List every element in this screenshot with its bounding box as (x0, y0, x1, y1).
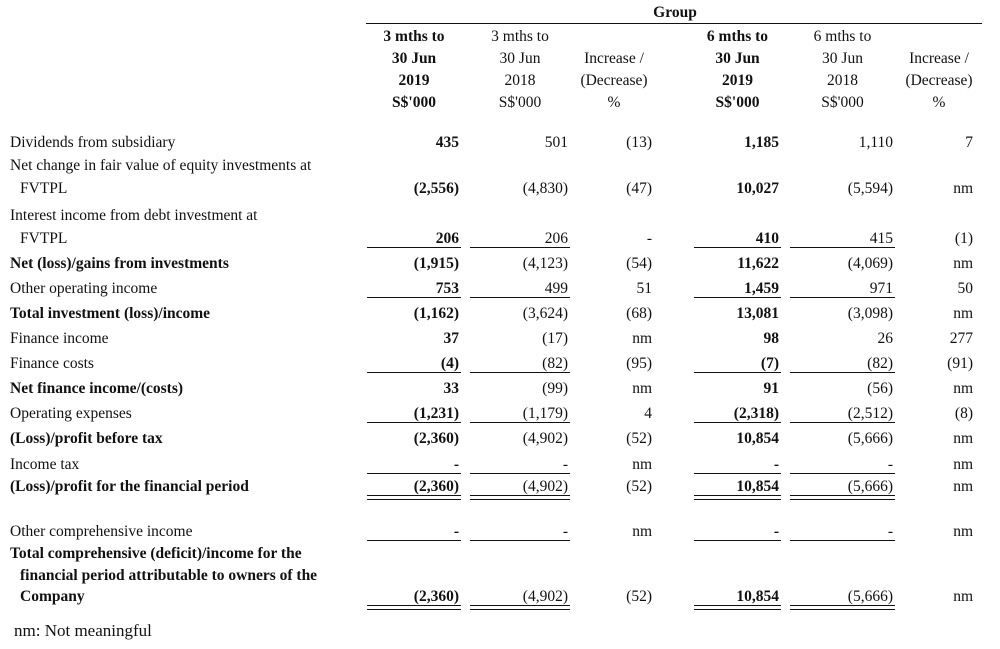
row-value: (2,360) (413, 588, 459, 605)
row-value: 10,854 (736, 588, 779, 605)
row-value: (68) (626, 305, 652, 322)
row-value: (2,360) (413, 478, 459, 495)
row-underline (470, 422, 570, 423)
row-value: (91) (947, 355, 973, 372)
column-header-line: 2018 (827, 72, 858, 89)
column-header-line: 30 Jun (822, 50, 863, 67)
row-value: (56) (867, 380, 893, 397)
row-value: nm (953, 255, 973, 272)
row-underline (470, 372, 570, 373)
row-value: nm (953, 456, 973, 473)
row-value: (4,902) (522, 478, 568, 495)
row-value: (82) (542, 355, 568, 372)
row-underline (790, 297, 895, 298)
row-value: (95) (626, 355, 652, 372)
row-value: (82) (867, 355, 893, 372)
row-value: 415 (869, 230, 893, 247)
row-underline-double (790, 609, 895, 610)
row-value: (1) (954, 230, 973, 247)
column-header-line: 6 mths to (813, 28, 872, 45)
row-value: 971 (869, 280, 893, 297)
row-value: 10,854 (736, 478, 779, 495)
row-value: 50 (957, 280, 973, 297)
row-underline (790, 372, 895, 373)
row-value: - (646, 230, 652, 247)
row-value: - (562, 456, 568, 473)
row-value: (4) (440, 355, 459, 372)
column-header-line: S$'000 (821, 94, 864, 111)
row-underline (367, 495, 461, 496)
row-underline (367, 473, 461, 474)
column-header-line: S$'000 (498, 94, 542, 111)
row-label: FVTPL (20, 230, 68, 247)
row-underline (470, 495, 570, 496)
footnote: nm: Not meaningful (14, 621, 152, 640)
row-value: 11,622 (737, 255, 779, 272)
row-value: (52) (626, 430, 652, 447)
row-value: - (887, 456, 893, 473)
row-value: - (887, 523, 893, 540)
row-underline (367, 422, 461, 423)
row-value: - (453, 456, 459, 473)
row-underline (694, 540, 781, 541)
row-value: nm (953, 523, 973, 540)
row-underline (790, 540, 895, 541)
row-value: (5,666) (847, 430, 893, 447)
row-value: (52) (626, 588, 652, 605)
column-header-line (572, 26, 656, 48)
row-value: (47) (626, 180, 652, 197)
row-value: 435 (435, 134, 459, 151)
column-header-line: 30 Jun (391, 50, 437, 67)
row-value: 51 (636, 280, 652, 297)
row-label: Other comprehensive income (10, 523, 193, 540)
row-value: nm (632, 523, 652, 540)
row-value: (7) (760, 355, 779, 372)
row-underline-double (367, 499, 461, 500)
column-header (790, 26, 895, 114)
row-label: Operating expenses (10, 405, 132, 422)
row-value: 1,185 (744, 134, 779, 151)
row-underline (470, 297, 570, 298)
row-value: (4,123) (522, 255, 568, 272)
column-header (694, 26, 781, 114)
row-value: 10,027 (736, 180, 779, 197)
row-value: 4 (644, 405, 652, 422)
row-underline (694, 605, 781, 606)
row-value: (13) (626, 134, 652, 151)
row-value: nm (632, 380, 652, 397)
row-value: nm (953, 430, 973, 447)
row-value: 37 (443, 330, 459, 347)
row-value: 1,110 (858, 134, 893, 151)
row-underline-double (694, 609, 781, 610)
row-label: (Loss)/profit for the financial period (10, 478, 249, 495)
row-underline-double (367, 609, 461, 610)
row-value: (8) (954, 405, 973, 422)
row-underline (694, 422, 781, 423)
column-header-line: 2019 (398, 72, 430, 89)
group-rule (366, 23, 982, 24)
column-header-line: % (607, 94, 621, 111)
row-underline (470, 473, 570, 474)
row-label: (Loss)/profit before tax (10, 430, 163, 447)
row-label: FVTPL (20, 180, 68, 197)
row-underline-double (694, 499, 781, 500)
row-value: nm (632, 330, 652, 347)
row-underline (367, 540, 461, 541)
row-value: (1,179) (522, 405, 568, 422)
column-header-line: 6 mths to (706, 28, 769, 45)
column-header-line: 2019 (722, 72, 753, 89)
row-label: Net finance income/(costs) (10, 380, 184, 397)
row-label: Income tax (10, 456, 80, 473)
row-underline (790, 422, 895, 423)
row-value: 91 (763, 380, 779, 397)
row-value: 206 (544, 230, 568, 247)
row-underline (470, 540, 570, 541)
column-header (898, 26, 980, 114)
row-value: (5,666) (847, 588, 893, 605)
row-value: (1,162) (413, 305, 459, 322)
row-label: Dividends from subsidiary (10, 134, 176, 151)
row-value: (54) (626, 255, 652, 272)
column-header-line: % (932, 94, 946, 111)
column-header-line: (Decrease) (905, 72, 973, 89)
row-label: Net (loss)/gains from investments (10, 255, 229, 272)
row-label: Company (20, 588, 85, 605)
row-value: 410 (755, 230, 779, 247)
row-underline (367, 297, 461, 298)
row-value: 206 (435, 230, 459, 247)
row-value: - (773, 523, 779, 540)
row-value: (4,069) (847, 255, 893, 272)
row-value: nm (953, 588, 973, 605)
row-underline-double (470, 609, 570, 610)
row-value: (5,594) (847, 180, 893, 197)
column-header-line: Increase / (909, 50, 969, 67)
row-value: (17) (542, 330, 568, 347)
column-header-line: (Decrease) (580, 72, 648, 89)
column-header-line: S$'000 (392, 94, 436, 111)
row-value: 753 (435, 280, 459, 297)
group-title: Group (653, 4, 697, 21)
row-label: financial period attributable to owners of the (20, 567, 318, 584)
row-underline (470, 247, 570, 248)
row-underline-double (790, 499, 895, 500)
row-value: (99) (542, 380, 568, 397)
row-underline (694, 247, 781, 248)
column-header-line: Increase / (584, 50, 644, 67)
row-value: - (453, 523, 459, 540)
column-header-line (898, 26, 980, 48)
row-value: (3,098) (847, 305, 893, 322)
row-value: (5,666) (847, 478, 893, 495)
row-value: nm (953, 180, 973, 197)
row-value: (4,902) (522, 588, 568, 605)
row-value: (1,915) (413, 255, 459, 272)
row-underline-double (470, 499, 570, 500)
row-value: 499 (544, 280, 568, 297)
row-value: 33 (443, 380, 459, 397)
row-value: (4,830) (522, 180, 568, 197)
column-header-line: S$'000 (715, 94, 760, 111)
row-label: Total investment (loss)/income (10, 305, 211, 322)
row-value: - (562, 523, 568, 540)
column-header (367, 26, 461, 114)
row-underline (694, 372, 781, 373)
row-label: Total comprehensive (deficit)/income for the (10, 545, 302, 562)
row-value: (2,556) (413, 180, 459, 197)
row-value: nm (953, 380, 973, 397)
row-value: (52) (626, 478, 652, 495)
row-value: nm (953, 478, 973, 495)
row-underline (790, 605, 895, 606)
column-header-line: 3 mths to (383, 28, 445, 45)
row-value: (1,231) (413, 405, 459, 422)
row-label: Net change in fair value of equity investments at (10, 157, 312, 174)
row-value: 98 (763, 330, 779, 347)
column-header-line: 30 Jun (715, 50, 760, 67)
row-value: 10,854 (736, 430, 779, 447)
row-value: 277 (949, 330, 973, 347)
column-header-line: 30 Jun (499, 50, 541, 67)
row-underline (790, 247, 895, 248)
row-label: Interest income from debt investment at (10, 207, 258, 224)
row-underline (790, 495, 895, 496)
row-value: 1,459 (744, 280, 779, 297)
row-value: (4,902) (522, 430, 568, 447)
row-underline (694, 473, 781, 474)
column-header (572, 26, 656, 114)
column-header (470, 26, 570, 114)
row-underline (470, 605, 570, 606)
row-value: (2,512) (847, 405, 893, 422)
row-value: 501 (544, 134, 568, 151)
row-value: (2,318) (733, 405, 779, 422)
row-value: - (773, 456, 779, 473)
row-value: 13,081 (736, 305, 779, 322)
column-header-line: 2018 (504, 72, 536, 89)
row-underline (790, 473, 895, 474)
row-label: Finance costs (10, 355, 94, 372)
column-header-line: 3 mths to (491, 28, 549, 45)
row-value: nm (632, 456, 652, 473)
row-underline (694, 495, 781, 496)
row-underline (367, 605, 461, 606)
row-label: Other operating income (10, 280, 158, 297)
row-value: 7 (965, 134, 973, 151)
row-label: Finance income (10, 330, 109, 347)
row-value: (2,360) (413, 430, 459, 447)
row-value: 26 (877, 330, 893, 347)
row-underline (367, 372, 461, 373)
row-underline (694, 297, 781, 298)
row-underline (367, 247, 461, 248)
row-value: (3,624) (522, 305, 568, 322)
row-value: nm (953, 305, 973, 322)
